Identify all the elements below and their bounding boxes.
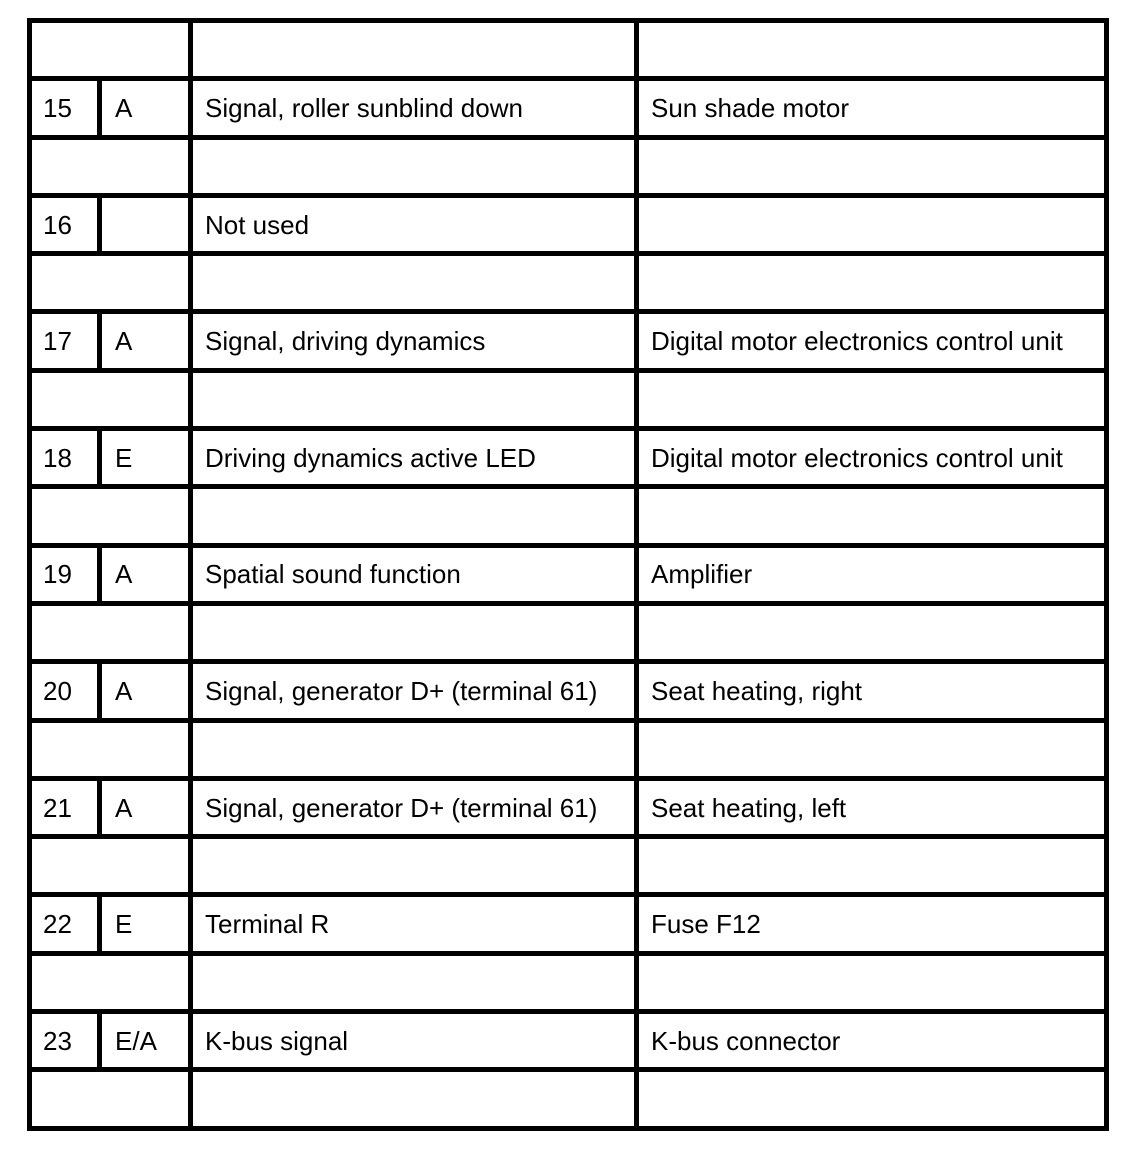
spacer-row — [30, 254, 1107, 312]
spacer-row — [30, 21, 1107, 79]
destination-cell: Fuse F12 — [637, 895, 1107, 953]
table-row — [30, 195, 1107, 253]
spacer-row — [30, 603, 1107, 661]
spacer-cell-description — [191, 953, 637, 1011]
description-cell: Driving dynamics active LED — [191, 429, 637, 487]
destination-cell — [637, 195, 1107, 253]
spacer-cell-pin — [30, 1070, 191, 1128]
spacer-cell-destination — [637, 837, 1107, 895]
spacer-row — [30, 370, 1107, 428]
spacer-cell-description — [191, 1070, 637, 1128]
description-cell: Signal, generator D+ (terminal 61) — [191, 778, 637, 836]
table-row — [30, 429, 1107, 487]
spacer-cell-destination — [637, 137, 1107, 195]
pin-number-cell: 21 — [30, 778, 100, 836]
spacer-cell-description — [191, 370, 637, 428]
spacer-cell-description — [191, 487, 637, 545]
spacer-cell-pin — [30, 370, 191, 428]
spacer-cell-pin — [30, 603, 191, 661]
description-cell: Terminal R — [191, 895, 637, 953]
destination-cell: Digital motor electronics control unit — [637, 429, 1107, 487]
pin-number-cell: 22 — [30, 895, 100, 953]
pin-number-cell: 16 — [30, 195, 100, 253]
pin-number-cell: 17 — [30, 312, 100, 370]
spacer-row — [30, 953, 1107, 1011]
signal-type-cell: A — [100, 545, 191, 603]
spacer-cell-description — [191, 720, 637, 778]
spacer-cell-pin — [30, 953, 191, 1011]
signal-type-cell: E — [100, 429, 191, 487]
spacer-cell-pin — [30, 137, 191, 195]
pin-number-cell: 19 — [30, 545, 100, 603]
spacer-row — [30, 1070, 1107, 1128]
description-cell: K-bus signal — [191, 1012, 637, 1070]
signal-type-cell — [100, 195, 191, 253]
description-cell: Not used — [191, 195, 637, 253]
table-row — [30, 662, 1107, 720]
spacer-cell-description — [191, 603, 637, 661]
spacer-cell-description — [191, 21, 637, 79]
spacer-cell-destination — [637, 254, 1107, 312]
spacer-cell-pin — [30, 837, 191, 895]
signal-type-cell: A — [100, 778, 191, 836]
destination-cell: Sun shade motor — [637, 79, 1107, 137]
spacer-cell-destination — [637, 21, 1107, 79]
description-cell: Signal, generator D+ (terminal 61) — [191, 662, 637, 720]
table-row — [30, 778, 1107, 836]
table-row — [30, 79, 1107, 137]
spacer-cell-destination — [637, 1070, 1107, 1128]
spacer-cell-pin — [30, 21, 191, 79]
destination-cell: Digital motor electronics control unit — [637, 312, 1107, 370]
destination-cell: K-bus connector — [637, 1012, 1107, 1070]
spacer-cell-destination — [637, 953, 1107, 1011]
spacer-cell-destination — [637, 720, 1107, 778]
spacer-cell-pin — [30, 254, 191, 312]
signal-type-cell: E/A — [100, 1012, 191, 1070]
pin-number-cell: 18 — [30, 429, 100, 487]
table-row — [30, 895, 1107, 953]
signal-type-cell: A — [100, 662, 191, 720]
spacer-cell-description — [191, 837, 637, 895]
description-cell: Signal, roller sunblind down — [191, 79, 637, 137]
signal-type-cell: E — [100, 895, 191, 953]
signal-type-cell: A — [100, 312, 191, 370]
pin-number-cell: 23 — [30, 1012, 100, 1070]
table-row — [30, 545, 1107, 603]
spacer-cell-destination — [637, 487, 1107, 545]
spacer-cell-pin — [30, 720, 191, 778]
spacer-row — [30, 720, 1107, 778]
destination-cell: Amplifier — [637, 545, 1107, 603]
destination-cell: Seat heating, right — [637, 662, 1107, 720]
description-cell: Spatial sound function — [191, 545, 637, 603]
table-row — [30, 1012, 1107, 1070]
spacer-cell-destination — [637, 370, 1107, 428]
signal-type-cell: A — [100, 79, 191, 137]
spacer-cell-description — [191, 137, 637, 195]
table-row — [30, 312, 1107, 370]
pin-table-body — [30, 21, 1107, 1129]
spacer-cell-pin — [30, 487, 191, 545]
pin-number-cell: 15 — [30, 79, 100, 137]
destination-cell: Seat heating, left — [637, 778, 1107, 836]
description-cell: Signal, driving dynamics — [191, 312, 637, 370]
spacer-row — [30, 837, 1107, 895]
spacer-row — [30, 137, 1107, 195]
spacer-cell-destination — [637, 603, 1107, 661]
spacer-cell-description — [191, 254, 637, 312]
spacer-row — [30, 487, 1107, 545]
pin-number-cell: 20 — [30, 662, 100, 720]
pin-assignment-table — [27, 18, 1109, 1131]
